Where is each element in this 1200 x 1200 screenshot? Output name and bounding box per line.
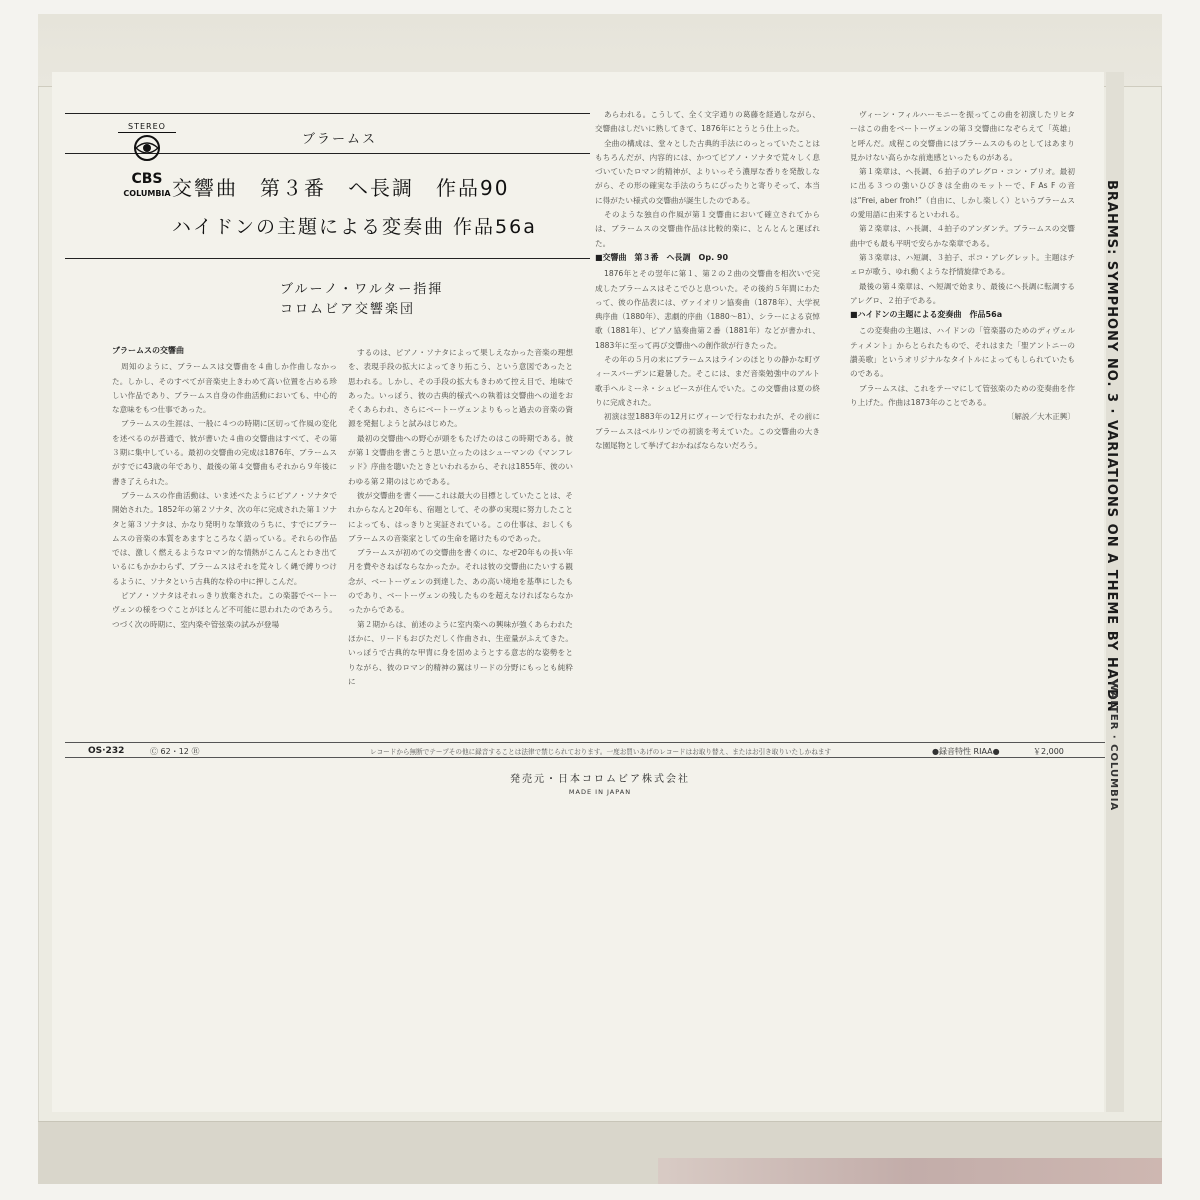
paragraph: するのは、ピアノ・ソナタによって果しえなかった音楽の理想を、表現手段の拡大によってきり拓こう、という意図であったと思われる。しかし、その手段の拡大もきわめて控え目で、地味であった。いっぽう、彼の古典的様式への執着は交響曲への道をおそくあらわれ、さらにベートーヴェンよりもっと過去の音楽の資源を発掘しようと試みはじめた。 [348, 348, 573, 429]
paragraph: 第１楽章は、へ長調、６拍子のアレグロ・コン・ブリオ。最初に出る３つの強いひびきは全曲のモットーで、F As F の音は“Frei, aber froh!”（自由に、しかし楽しく）というブラームスの愛用語に由来するといわれる。 [850, 167, 1075, 220]
paragraph: ブラームスが初めての交響曲を書くのに、なぜ20年もの長い年月を費やさねばならなかったか。それは彼の交響曲にたいする観念が、ベートーヴェンの到達した、あの高い境地を基準にしたものであり、ベートーヴェンの残したものを超えなければならなかったからである。 [348, 548, 573, 615]
price: ￥2,000 [1033, 747, 1064, 756]
paragraph: ブラームスの作曲活動は、いま述べたようにピアノ・ソナタで開始された。1852年の第２ソナタ、次の年に完成された第１ソナタと第３ソナタは、かなり発明りな筆致のうちに、すでにブラームスの音楽の本質をあますところなく語っている。それらの作品では、激しく燃えるようなロマン的な情熱がこんこんとわき出ているにもかかわらず、ブラームスはそれを荒々しく縄で縛りつけるように、ソナタという古典的な枠の中に押しこんだ。 [112, 490, 337, 586]
liner-notes-column-4 [850, 108, 1075, 748]
copyright-notice: レコードから無断でテープその他に録音することは法律で禁じられております。一度お買いあげのレコードはお取り替え、またはお引き取りいたしかねます [370, 748, 832, 756]
paragraph: その年の５月の末にブラームスはラインのほとりの静かな町ヴィースバーデンに避暑した。そこには、まだ音楽勉強中のアルト歌手ヘルミーネ・シュピースが住んでいた。この交響曲は夏の終りに完成された。 [595, 355, 820, 407]
paragraph: 第３楽章は、ハ短調、３拍子、ポコ・アレグレット。主題はチェロが歌う、ゆれ動くような抒情旋律である。 [850, 252, 1075, 277]
paragraph: 第２楽章は、ハ長調、４拍子のアンダンテ。ブラームスの交響曲中でも最も平明で安らかな楽章である。 [850, 224, 1075, 248]
paragraph: あらわれる。こうして、全く文字通りの葛藤を経過しながら、交響曲はしだいに熟してきて、1876年にとうとう仕上った。 [595, 110, 820, 134]
annotator-credit: 〔解説／大木正興〕 [1006, 412, 1075, 422]
publisher: 発売元・日本コロムビア株式会社 [510, 774, 690, 785]
paragraph: この変奏曲の主題は、ハイドンの「管楽器のためのディヴェルティメント」からとられたもので、それはまた「聖アントニーの讃美歌」というオリジナルなタイトルによってもしられていたものである。 [850, 326, 1075, 379]
paragraph: 1876年とその翌年に第１、第２の２曲の交響曲を相次いで完成したブラームスはそこでひと息ついた。その後約５年間にわたって、彼の作品表には、ヴァイオリン協奏曲（1878年）、大学祝典序曲（1880年）、悲劇的序曲（1880〜81）、シラーによる哀悼歌（1881年）、ピアノ協奏曲第２番（1881年）などが書かれ、1883年に至って再び交響曲への創作欲が行きたった。 [595, 269, 820, 350]
conductor: ブルーノ・ワルター指揮 [280, 282, 444, 297]
paragraph: 最初の交響曲への野心が頭をもたげたのはこの時期である。彼が第１交響曲を書こうと思い立ったのはシューマンの《マンフレッド》序曲を聴いたときといわれるから、それは1855年、彼のいわゆる第２期のはじめである。 [348, 433, 573, 486]
liner-notes-column-1 [112, 344, 337, 749]
eye-logo-icon [132, 133, 162, 163]
paragraph: 初演は翌1883年の12月にヴィーンで行なわれたが、その前にブラームスはベルリンでの初演を考えていた。この交響曲の大きな園尾物として挙げておかねばならないだろう。 [595, 412, 820, 450]
orchestra: コロムビア交響楽団 [280, 302, 416, 317]
composer-name: ブラームス [302, 132, 378, 147]
section-heading: ■ハイドンの主題による変奏曲 作品56a [850, 310, 1003, 320]
section-heading: ブラームスの交響曲 [112, 346, 184, 355]
spine-label: WALTER · COLUMBIA [1108, 680, 1119, 812]
paragraph: 彼が交響曲を書く――これは最大の目標としていたことは、それからなんと20年も、宿題として、その夢の実現に努力したことによっても、はっきりと実証されている。この仕事は、おしくもブラームスの音楽家としての生命を賭けたものであった。 [348, 490, 573, 543]
release-date: Ⓒ 62・12 Ⓡ [150, 747, 200, 756]
work-title-2: ハイドンの主題による変奏曲 作品56a [172, 216, 537, 238]
liner-notes-column-2 [348, 346, 573, 751]
paragraph: そのような独自の作風が第１交響曲において確立されてからは、ブラームスの交響曲作品は比較的楽に、とんとんと運ばれた。 [595, 210, 820, 248]
vinyl-edge [658, 1158, 1162, 1184]
paragraph: 最後の第４楽章は、ヘ短調で始まり、最後にヘ長調に転調するアレグロ、２拍子である。 [850, 281, 1075, 305]
paragraph: ブラームスは、これをテーマにして管弦楽のための変奏曲を作り上げた。作曲は1873年のことである。 [850, 383, 1075, 407]
paragraph: ヴィーン・フィルハーモニーを振ってこの曲を初演したリヒターはこの曲をベートーヴェンの第３交響曲になぞらえて「英雄」と呼んだ。成程この交響曲にはブラームスのものとしてはあまり見かけない高らかな前進感といったものがある。 [850, 110, 1075, 162]
footer-rule-bottom [65, 757, 1105, 758]
paragraph: 全曲の構成は、堂々とした古典的手法にのっとっていたことはもちろんだが、内容的には、かつてピアノ・ソナタで荒々しく息づいていたロマン的精神が、よりいっそう濃厚な香りを発散しながら、その形の確実な手法のうちにぴったりと寄りそって、本当に得がたい様式の交響曲が誕生したのである。 [595, 138, 820, 205]
cbs-columbia-logo: STEREO CBS COLUMBIA [118, 122, 176, 204]
paragraph: 第２期からは、前述のように室内楽への興味が強くあらわれたほかに、リードもおびただしく作曲され、生産量がふえてきた。いっぽうで古典的な甲冑に身を固めようとする意志的な姿勢をとりながら、彼のロマン的精神の翼はリードの分野にもっとも純粋に [348, 619, 573, 686]
footer-rule-top [65, 742, 1105, 743]
made-in-japan: MADE IN JAPAN [568, 788, 632, 796]
header-rule-bottom [65, 258, 590, 259]
section-heading: ■交響曲 第３番 ヘ長調 Op. 90 [595, 252, 729, 262]
spine-title: BRAHMS: SYMPHONY NO. 3 · VARIATIONS ON A THEME BY HAYDN [1104, 180, 1119, 713]
liner-notes-column-3 [595, 108, 820, 748]
paragraph: ピアノ・ソナタはそれっきり放棄された。この楽器でベートーヴェンの様をつぐことがほとんど不可能に思われたのであろう。つづく次の時期に、室内楽や管弦楽の試みが登場 [112, 591, 337, 629]
recording-curve: ●録音特性 RIAA● [932, 747, 1000, 756]
header-rule-top [65, 113, 590, 114]
bottom-flap [38, 1121, 1162, 1184]
work-title-1: 交響曲 第３番 ヘ長調 作品90 [172, 176, 510, 200]
paragraph: 周知のように、ブラームスは交響曲を４曲しか作曲しなかった。しかし、そのすべてが音楽史上きわめて高い位置を占める珍しい作品であり、ブラームス自身の作曲活動においても、中心的な意味をもつ仕事であった。 [112, 362, 337, 415]
paragraph: ブラームスの生涯は、一般に４つの時期に区切って作風の変化を述べるのが普通で、彼が書いた４曲の交響曲はすべて、その第３期に集中している。最初の交響曲の完成は1876年、ブラームスがすでに43歳の年であり、最後の第４交響曲もそれから９年後に書き了えられた。 [112, 419, 337, 486]
catalog-number: OS·232 [88, 746, 125, 756]
